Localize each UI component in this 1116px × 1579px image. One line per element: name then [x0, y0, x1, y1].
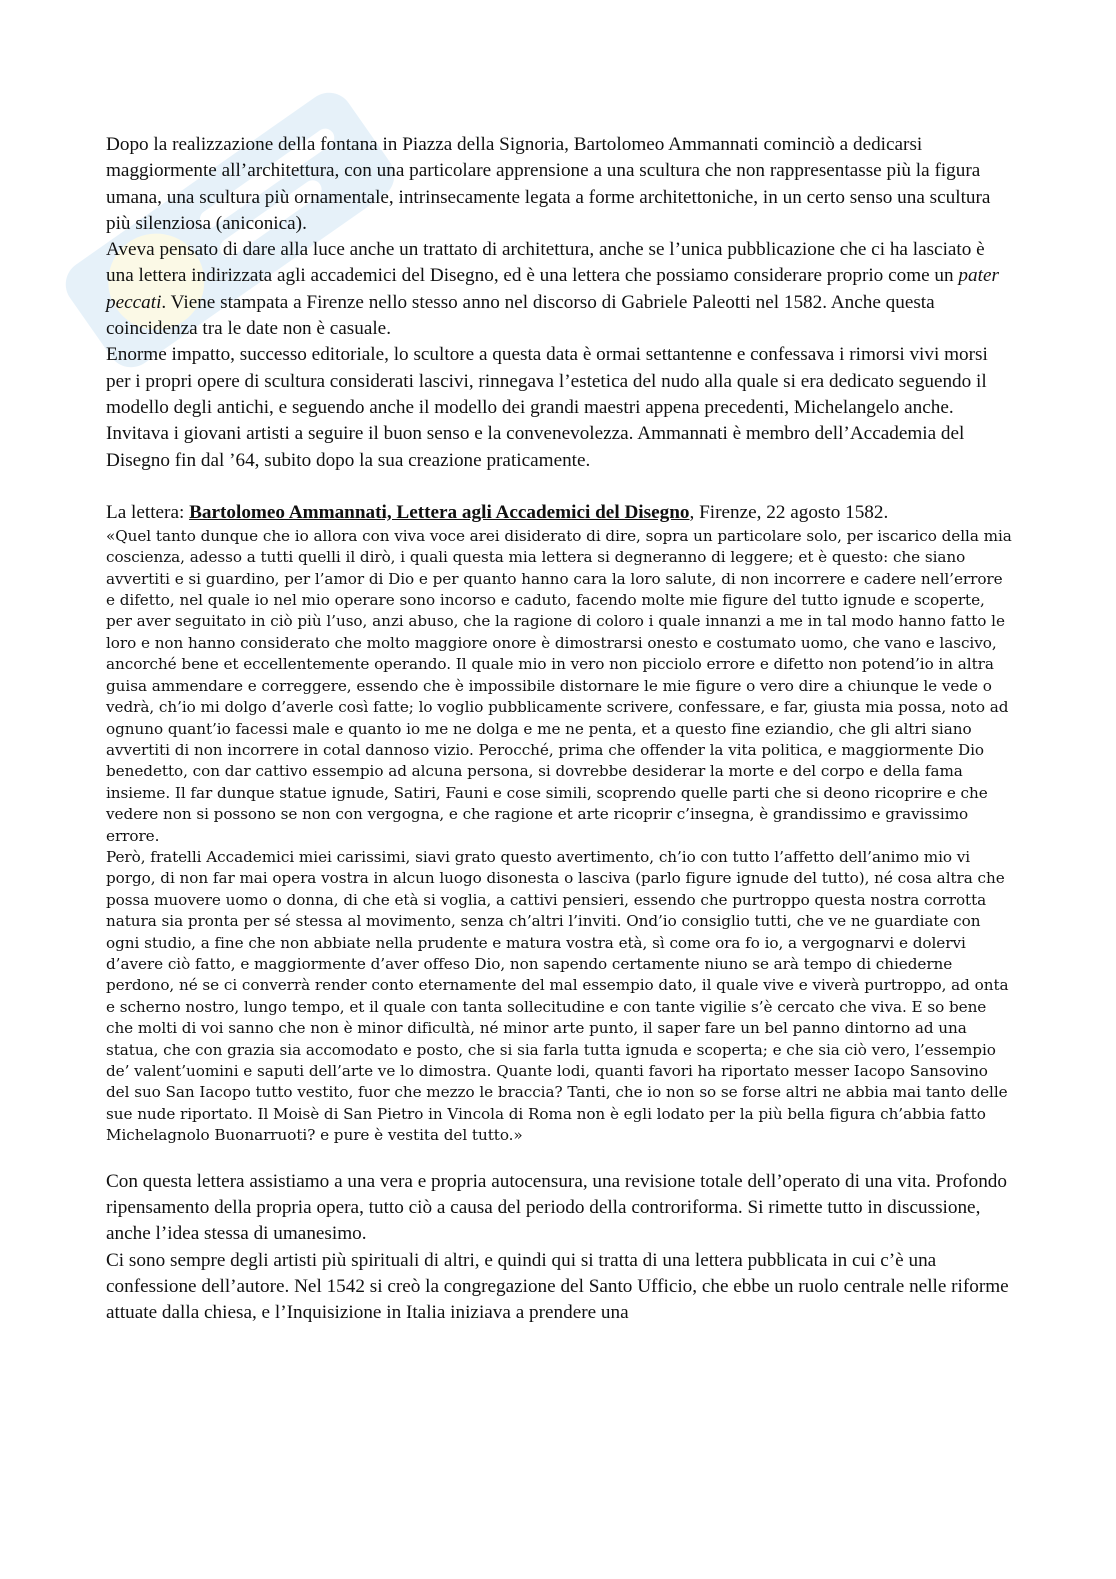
- quote-paragraph: «Quel tanto dunque che io allora con viva voce arei disiderato di dire, sopra un particolare solo, per iscarico della mia coscienza, adesso a tutti quelli il dirò, i quali questa mia lettera si degneranno di leggere; et è questo: che siano avvertiti e si guardino, per l’amor di Dio e per quanto hanno cara la loro salute, di non incorrere e cadere nell’errore e difetto, nel quale io nel mio operare sono incorso e caduto, facendo molte mie figure del tutto ignude e scoperte, per aver seguitato in ciò più l’uso, anzi abuso, che la ragione di coloro i quale innanzi a me in tal modo hanno fatto le loro e non hanno considerato che molto maggiore onore è dimostrarsi onesto e costumato uomo, che vano e lascivo, ancorché bene et eccellentemente operando. Il quale mio in vero non picciolo errore e difetto non potend’io in altra guisa ammendare e correggere, essendo che è impossibile distornare le mie figure o vero dire a chiunque le vede o vedrà, ch’io mi dolgo d’averle così fatte; lo voglio pubblicamente scrivere, confessare, e far, giusta mia possa, noto ad ognuno quant’io facessi male e quanto io me ne dolga e me ne penta, et a questo fine eziandio, che gli altri siano avvertiti di non incorrere in cotal dannoso vizio. Perocché, prima che offender la vita politica, e maggiormente Dio benedetto, con dar cattivo essempio ad alcuna persona, si dovrebbe desiderar la morte e del corpo e della fama insieme. Il far dunque statue ignude, Satiri, Fauni e cose simili, scoprendo quelle parti che si deono ricoprire e che vedere non si possono se non con vergogna, e che ragione et arte ricoprir c’insegna, è grandissimo e gravissimo errore.: [106, 526, 1012, 845]
- document-page: [106, 132, 1012, 1326]
- trattato-italic-term: pater peccati: [106, 265, 999, 313]
- intro-section: [106, 132, 1012, 474]
- paragraph-autocensura: Con questa lettera assistiamo a una vera e propria autocensura, una revisione totale dell’operato di una vita. Profondo ripensamento della propria opera, tutto ciò a causa del periodo della controriforma. Si rimette tutto in discussione, anche l’idea stessa di umanesimo.: [106, 1170, 1007, 1245]
- trattato-text-before: Aveva pensato di dare alla luce anche un trattato di architettura, anche se l’unica pubblicazione che ci ha lasciato è una lettera indirizzata agli accademici del Disegno, ed è una lettera che possiamo considerare proprio come un: [106, 239, 985, 287]
- lettera-prefix: La lettera:: [106, 501, 190, 523]
- paragraph-trattato: [106, 237, 1012, 342]
- trattato-text-after: . Viene stampata a Firenze nello stesso anno nel discorso di Gabriele Paleotti nel 1582. Anche questa coincidenza tra le date non è casuale.: [106, 291, 935, 340]
- lettera-suffix: , Firenze, 22 agosto 1582.: [689, 501, 889, 523]
- paragraph-santo-ufficio: Ci sono sempre degli artisti più spirituali di altri, e quindi qui si tratta di una lettera pubblicata in cui c’è una confessione dell’autore. Nel 1542 si creò la congregazione del Santo Ufficio, che ebbe un ruolo centrale nelle riforme attuate dalla chiesa, e l’Inquisizione in Italia iniziava a prendere una: [106, 1249, 1009, 1324]
- lettera-title: Bartolomeo Ammannati, Lettera agli Accademici del Disegno: [189, 501, 690, 523]
- lettera-heading: [106, 500, 1012, 526]
- closing-section: [106, 1169, 1012, 1327]
- quote-paragraph: Però, fratelli Accademici miei carissimi, siavi grato questo avertimento, ch’io con tutto l’affetto dell’animo mio vi porgo, di non far mai opera vostra in alcun luogo disonesta o lasciva (parlo figure ignude del tutto), né cosa altra che possa muovere uomo o donna, di che età si voglia, a cattivi pensieri, essendo che purtroppo questa nostra corrotta natura sia pronta per sé stessa al movimento, senza ch’altri l’inviti. Ond’io consiglio tutti, che ve ne guardiate con ogni studio, a fine che non abbiate nella prudente e matura vostra età, sì come ora fo io, a vergognarvi e dolervi d’avere ciò fatto, e maggiormente d’aver offeso Dio, non sapendo certamente niuno se arà tempo di chiederne perdono, né se ci converrà render conto eternamente del mal essempio dato, il quale vive e viverà purtroppo, ad onta e scherno nostro, lungo tempo, et il quale con tanta sollecitudine e con tante vigilie s’è cercato che viva. E so bene che molti di voi sanno che non è minor dificultà, né minor arte punto, il saper fare un bel panno dintorno ad una statua, che con grazia sia accomodato e posto, che si sia farla tutta ignuda e scoperta; e che sia ciò vero, l’essempio de’ valent’uomini e saputi dell’arte ve lo dimostra. Quante lodi, quanti favori ha riportato messer Iacopo Sansovino del suo San Iacopo tutto vestito, fuor che mezzo le braccia? Tanti, che io non so se forse altri ne abbia mai tanto delle sue nude riportato. Il Moisè di San Pietro in Vincola di Roma non è egli lodato per la più bella figura ch’abbia fatto Michelagnolo Buonarruoti? e pure è vestita del tutto.»: [106, 847, 1009, 1145]
- paragraph-fontana: Dopo la realizzazione della fontana in Piazza della Signoria, Bartolomeo Ammannati cominciò a dedicarsi maggiormente all’architettura, con una particolare apprensione a una scultura che non rappresentasse più la figura umana, una scultura più ornamentale, intrinsecamente legata a forme architettoniche, in un certo senso una scultura più silenziosa (aniconica).: [106, 134, 991, 234]
- lettera-quote: [106, 526, 1012, 1147]
- paragraph-impatto: Enorme impatto, successo editoriale, lo scultore a questa data è ormai settantenne e confessava i rimorsi vivi morsi per i propri opere di scultura considerati lascivi, rinnegava l’estetica del nudo alla quale si era dedicato seguendo il modello degli antichi, e seguendo anche il modello dei grandi maestri appena precedenti, Michelangelo anche. Invitava i giovani artisti a seguire il buon senso e la convenevolezza. Ammannati è membro dell’Accademia del Disegno fin dal ’64, subito dopo la sua creazione praticamente.: [106, 344, 988, 471]
